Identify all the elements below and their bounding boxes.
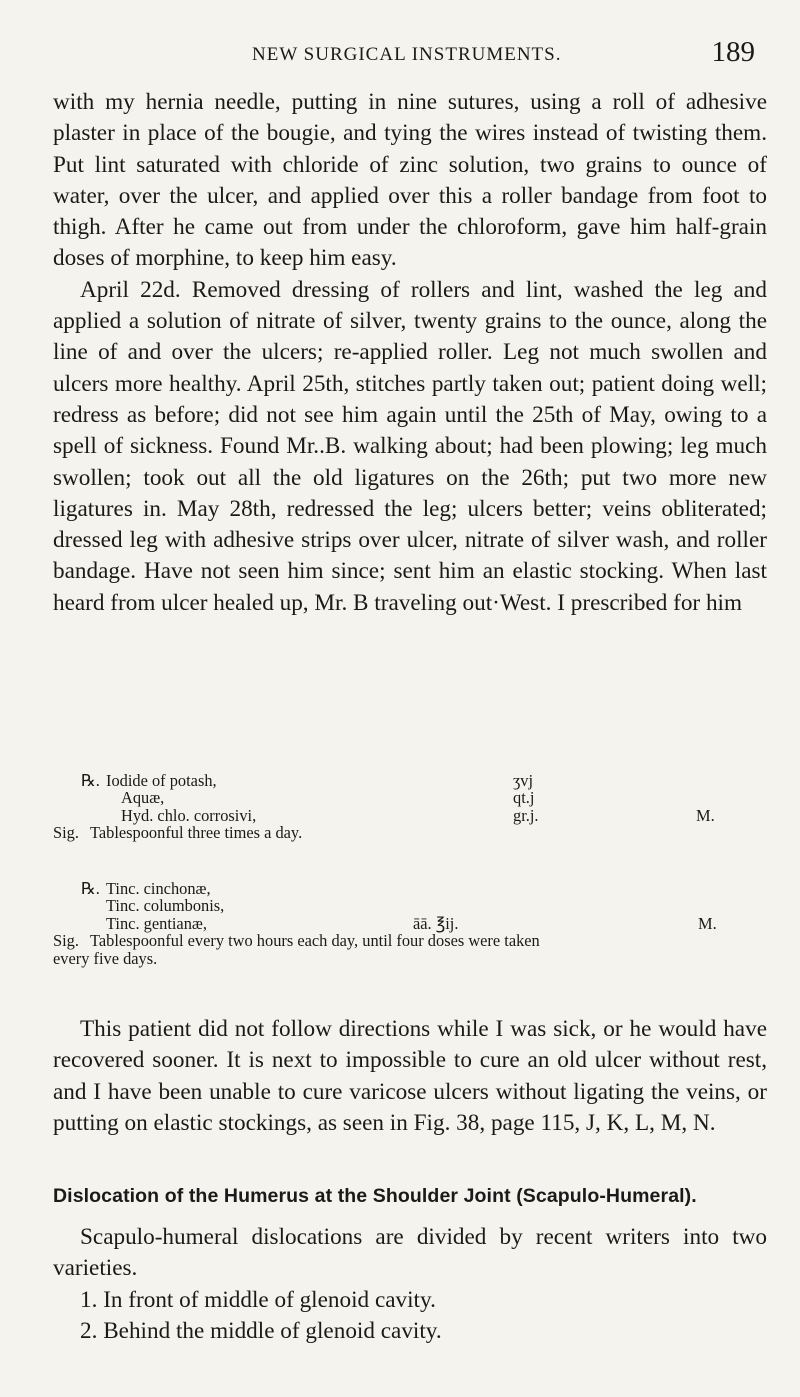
rx-symbol: ℞.	[81, 771, 100, 790]
closing-paragraph	[53, 1014, 767, 1139]
section-intro: Scapulo-humeral dislocations are divided by recent writers into two varieties.	[53, 1224, 767, 1282]
rx-ingredient: Tinc. columbonis,	[106, 896, 225, 916]
rx-dose: qt.j	[513, 788, 535, 808]
running-head: NEW SURGICAL INSTRUMENTS.	[252, 44, 562, 65]
rx-ingredient: Iodide of potash,	[106, 771, 217, 790]
paragraph: with my hernia needle, putting in nine sutures, using a roll of adhesive plaster in place of the bougie, and tying the wires instead of twisting them. Put lint saturated with chloride of zinc solution, two grains to ounce of water, over the ulcer, and applied over this a roller bandage from foot to thigh. After he came out from under the chloroform, gave him half-grain doses of morphine, to keep him easy.	[53, 89, 767, 272]
list-item: 1. In front of middle of glenoid cavity.	[80, 1286, 436, 1313]
prescription-1	[53, 772, 767, 842]
paragraph: This patient did not follow directions while I was sick, or he would have recovered sooner. It is next to impossible to cure an old ulcer without rest, and I have been unable to cure varicose ulcers without ligating the veins, or putting on elastic stockings, as seen in Fig. 38, page 115, J, K, L, M, N.	[53, 1016, 767, 1136]
section-heading: Dislocation of the Humerus at the Shoulder Joint (Scapulo-Humeral).	[53, 1185, 697, 1207]
rx-ingredient: Hyd. chlo. corrosivi,	[121, 805, 257, 825]
page-number: 189	[711, 36, 755, 68]
section-body	[53, 1222, 767, 1347]
list-item: 2. Behind the middle of glenoid cavity.	[80, 1317, 442, 1344]
rx-dose: āā. ℥ij.	[413, 913, 459, 933]
sig-text-continued: every five days.	[53, 948, 158, 968]
rx-mark: M.	[698, 913, 717, 933]
rx-ingredient: Tinc. gentianæ,	[106, 913, 207, 933]
rx-dose: ʒvj	[513, 771, 534, 790]
paragraph: April 22d. Removed dressing of rollers and lint, washed the leg and applied a solution of nitrate of silver, twenty grains to the ounce, along the line of and over the ulcers; re-applied roller. Leg not much swollen and ulcers more healthy. April 25th, stitches partly taken out; patient doing well; redress as before; did not see him again until the 25th of May, owing to a spell of sickness. Found Mr..B. walking about; had been plowing; leg much swollen; took out all the old ligatures on the 26th; put two more new ligatures in. May 28th, redressed the leg; ulcers better; veins obliterated; dressed leg with adhesive strips over ulcer, nitrate of silver wash, and roller bandage. Have not seen him since; sent him an elastic stocking. When last heard from ulcer healed up, Mr. B traveling out·West. I prescribed for him	[53, 276, 767, 616]
rx-mark: M.	[696, 805, 715, 825]
prescription-2	[53, 880, 767, 967]
sig-label: Sig.	[53, 823, 79, 843]
rx-symbol: ℞.	[81, 879, 100, 898]
sig-text: Tablespoonful three times a day.	[90, 823, 303, 843]
sig-label: Sig.	[53, 931, 79, 951]
page-header	[0, 38, 800, 78]
rx-ingredient: Aquæ,	[121, 788, 165, 808]
body-text	[53, 87, 767, 619]
sig-text: Tablespoonful every two hours each day, until four doses were taken	[90, 931, 540, 951]
rx-ingredient: Tinc. cinchonæ,	[106, 879, 211, 898]
rx-dose: gr.j.	[513, 805, 539, 825]
